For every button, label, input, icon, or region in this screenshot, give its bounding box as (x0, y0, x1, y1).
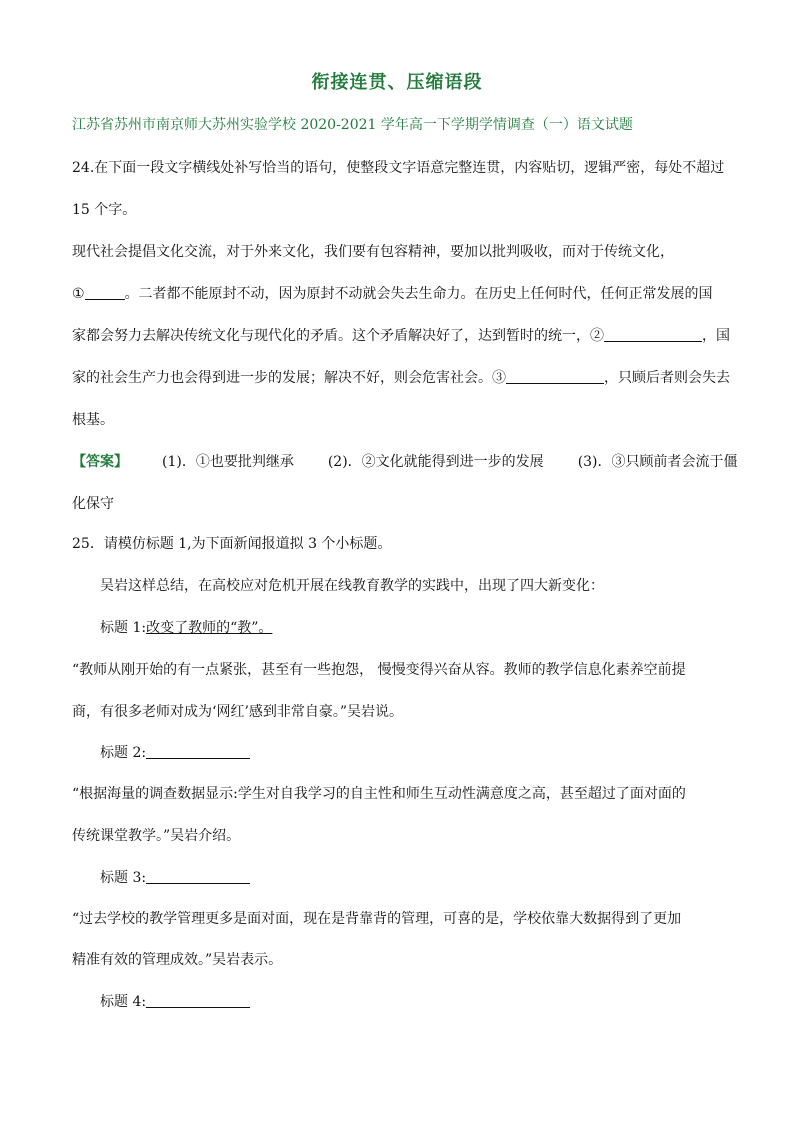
q24-blank-3[interactable] (506, 369, 604, 384)
paragraph-2-line2: 传统课堂教学。”吴岩介绍。 (72, 828, 241, 844)
q24-passage-text: ，国 (702, 328, 730, 344)
q24-passage-line3 (72, 325, 730, 345)
paragraph-2-line1: “根据海量的调查数据显示:学生对自我学习的自主性和师生互动性满意度之高，甚至超过了面对面的 (72, 786, 686, 802)
paragraph-3-line1: “过去学校的教学管理更多是面对面，现在是背靠背的管理，可喜的是，学校依靠大数据得到了更加 (72, 911, 682, 927)
q24-passage-line5: 根基。 (72, 412, 114, 428)
heading-1-label: 标题 1: (100, 620, 147, 636)
heading-3-label: 标题 3: (100, 870, 147, 886)
page-title: 衔接连贯、压缩语段 (311, 72, 483, 93)
answer-1: (1)．①也要批判继承 (162, 454, 294, 470)
heading-2-line (100, 742, 250, 762)
heading-1-line (100, 617, 272, 637)
q24-blank-1[interactable] (85, 285, 125, 300)
source-line: 江苏省苏州市南京师大苏州实验学校 2020-2021 学年高一下学期学情调查（一）语文试题 (72, 117, 633, 133)
paragraph-1-line2: 商，有很多老师对成为‘网红’感到非常自豪。”吴岩说。 (72, 704, 404, 720)
q24-passage-line2 (72, 283, 713, 303)
q24-passage-text: ，只顾后者则会失去 (604, 370, 730, 386)
paragraph-3-line2: 精准有效的管理成效。”吴岩表示。 (72, 952, 283, 968)
answer-2: (2)．②文化就能得到进一步的发展 (327, 454, 544, 470)
q24-passage-text: 。二者都不能原封不动，因为原封不动就会失去生命力。在历史上任何时代，任何正常发展的国 (124, 286, 713, 302)
paragraph-1-line1: “教师从刚开始的有一点紧张，甚至有一些抱怨， 慢慢变得兴奋从容。教师的教学信息化素养空前提 (72, 662, 686, 678)
q24-passage-line1: 现代社会提倡文化交流，对于外来文化，我们要有包容精神，要加以批判吸收，而对于传统文化， (72, 244, 674, 260)
heading-1-value: 改变了教师的“教”。 (146, 620, 273, 636)
q24-blank-2[interactable] (604, 327, 702, 342)
q24-passage-text: 家都会努力去解决传统文化与现代化的矛盾。这个矛盾解决好了，达到暂时的统一，② (72, 328, 604, 344)
q25-prompt: 25．请模仿标题 1,为下面新闻报道拟 3 个小标题。 (72, 536, 392, 552)
answer-tag: 【答案】 (72, 454, 128, 470)
q24-answer-continued: 化保守 (72, 496, 114, 512)
q25-intro: 吴岩这样总结，在高校应对危机开展在线教育教学的实践中，出现了四大新变化： (100, 578, 604, 594)
heading-3-blank[interactable] (146, 869, 250, 884)
q24-answer-line (72, 451, 738, 471)
heading-2-label: 标题 2: (100, 745, 147, 761)
heading-2-blank[interactable] (146, 744, 250, 759)
answer-3: (3)．③只顾前者会流于僵 (577, 454, 738, 470)
heading-4-label: 标题 4: (100, 994, 147, 1010)
q24-passage-text: 家的社会生产力也会得到进一步的发展；解决不好，则会危害社会。③ (72, 370, 506, 386)
q24-passage-line4 (72, 367, 730, 387)
heading-4-line (100, 991, 250, 1011)
q24-stem-line2: 15 个字。 (72, 202, 137, 218)
q24-blank1-marker: ① (72, 286, 85, 302)
heading-3-line (100, 867, 250, 887)
heading-4-blank[interactable] (146, 993, 250, 1008)
q24-stem-line1: 24.在下面一段文字横线处补写恰当的语句，使整段文字语意完整连贯，内容贴切，逻辑严密，每处不超过 (72, 160, 725, 176)
